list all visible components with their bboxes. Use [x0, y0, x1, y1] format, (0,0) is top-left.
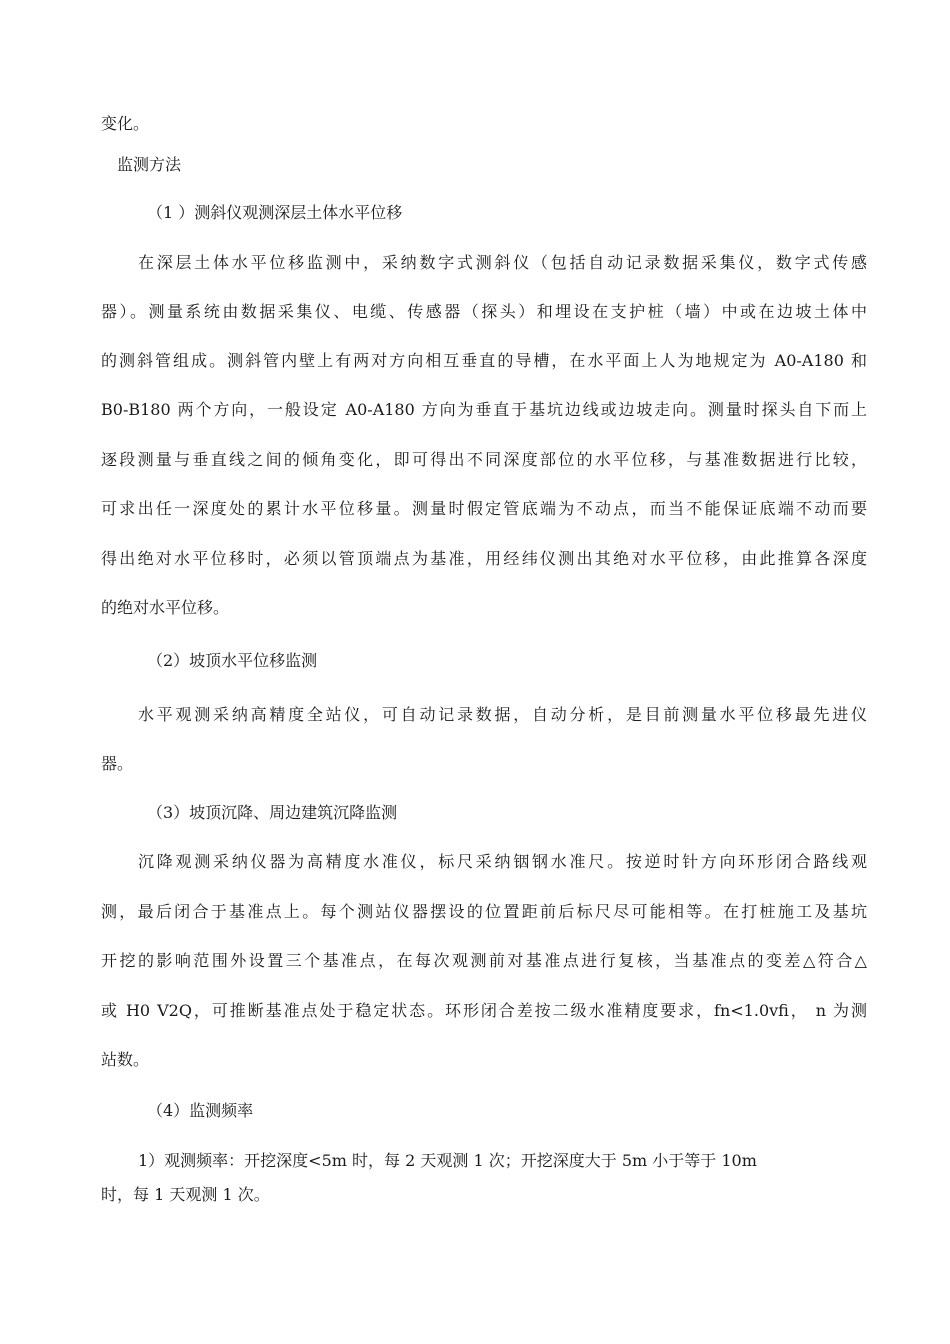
- paragraph-line: 或 H0 V2Q，可推断基准点处于稳定状态。环形闭合差按二级水准精度要求，fn<1.0vfi， n 为测: [101, 1001, 867, 1020]
- paragraph-line: 开挖的影响范围外设置三个基准点，在每次观测前对基准点进行复核，当基准点的变差△符合△: [101, 951, 867, 970]
- paragraph-line: 器。: [101, 754, 134, 773]
- paragraph-line: 水平观测采纳高精度全站仪，可自动记录数据，自动分析，是目前测量水平位移最先进仪: [138, 705, 867, 724]
- subsection-heading: （3）坡顶沉降、周边建筑沉降监测: [147, 803, 398, 822]
- paragraph-line: 1）观测频率：开挖深度<5m 时，每 2 天观测 1 次；开挖深度大于 5m 小于等于 10m: [138, 1151, 757, 1170]
- paragraph-line: 逐段测量与垂直线之间的倾角变化，即可得出不同深度部位的水平位移，与基准数据进行比较，: [101, 450, 867, 469]
- paragraph-line: 的绝对水平位移。: [101, 598, 230, 617]
- paragraph-line: B0-B180 两个方向，一般设定 A0-A180 方向为垂直于基坑边线或边坡走向。测量时探头自下而上: [101, 400, 867, 419]
- subsection-heading: （2）坡顶水平位移监测: [147, 651, 318, 670]
- section-heading: 监测方法: [117, 155, 182, 174]
- paragraph-line: 可求出任一深度处的累计水平位移量。测量时假定管底端为不动点，而当不能保证底端不动而要: [101, 499, 867, 518]
- paragraph-line: 器）。测量系统由数据采集仪、电缆、传感器（探头）和埋设在支护桩（墙）中或在边坡土体中: [101, 302, 867, 321]
- paragraph-line: 沉降观测采纳仪器为高精度水准仪，标尺采纳铟钢水准尺。按逆时针方向环形闭合路线观: [138, 852, 867, 871]
- paragraph-line: 站数。: [101, 1050, 150, 1069]
- paragraph-line: 在深层土体水平位移监测中，采纳数字式测斜仪（包括自动记录数据采集仪，数字式传感: [138, 253, 867, 272]
- paragraph-line: 变化。: [101, 114, 150, 133]
- paragraph-line: 得出绝对水平位移时，必须以管顶端点为基准，用经纬仪测出其绝对水平位移，由此推算各深度: [101, 549, 867, 568]
- paragraph-line: 测，最后闭合于基准点上。每个测站仪器摆设的位置距前后标尺尽可能相等。在打桩施工及基坑: [101, 902, 867, 921]
- paragraph-line: 时，每 1 天观测 1 次。: [101, 1185, 270, 1204]
- paragraph-line: 的测斜管组成。测斜管内壁上有两对方向相互垂直的导槽，在水平面上人为地规定为 A0-A180 和: [101, 351, 867, 370]
- subsection-heading: （1 ）测斜仪观测深层土体水平位移: [147, 203, 403, 222]
- subsection-heading: （4）监测频率: [147, 1101, 254, 1120]
